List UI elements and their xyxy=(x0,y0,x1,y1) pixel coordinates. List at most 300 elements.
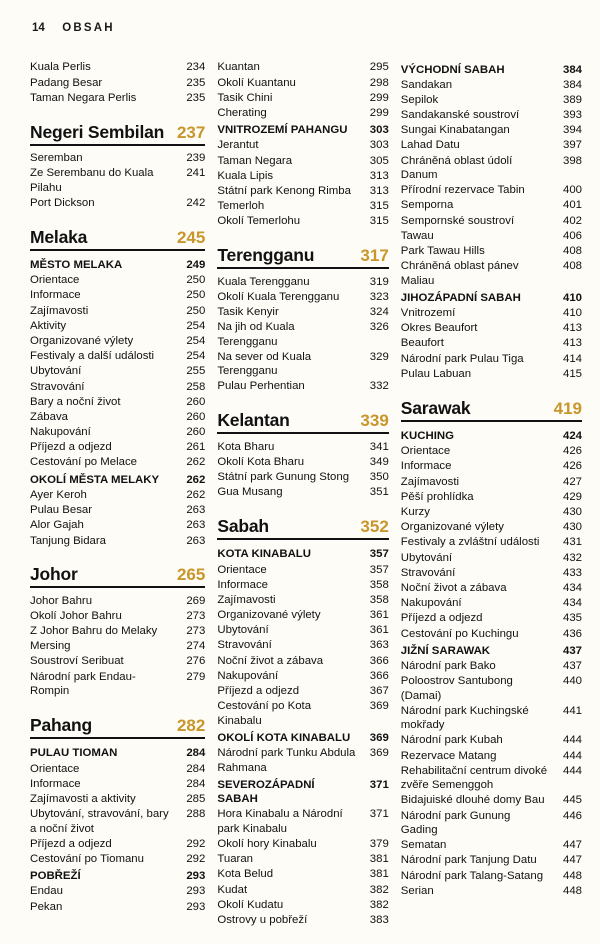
toc-entry-label: Beaufort xyxy=(400,337,444,350)
toc-entry-label: Sepilok xyxy=(400,93,439,106)
toc-entry-row[interactable] xyxy=(401,244,582,259)
toc-entry-page: 426 xyxy=(562,460,582,473)
toc-entry-label: Pěší prohlídka xyxy=(400,490,474,503)
chapter-heading[interactable] xyxy=(401,398,582,422)
toc-entry-page: 369 xyxy=(369,747,389,760)
toc-entry-page: 262 xyxy=(186,473,206,486)
toc-entry-row[interactable] xyxy=(30,518,205,533)
toc-entry-label: Johor Bahru xyxy=(30,594,93,607)
toc-entry-row[interactable] xyxy=(217,454,388,469)
toc-entry-row[interactable] xyxy=(217,439,388,454)
toc-entry-row[interactable] xyxy=(217,746,388,776)
toc-entry-label: Cherating xyxy=(217,106,267,119)
toc-entry-page: 363 xyxy=(369,639,389,652)
chapter-heading[interactable] xyxy=(217,245,388,269)
toc-entry-row[interactable] xyxy=(401,868,582,883)
toc-section-row[interactable] xyxy=(217,545,388,562)
toc-entry-label: KUCHING xyxy=(400,430,454,443)
toc-entry-page: 319 xyxy=(369,275,389,288)
toc-entry-row[interactable] xyxy=(30,410,205,425)
toc-entry-row[interactable] xyxy=(217,485,388,500)
toc-entry-row[interactable] xyxy=(217,90,388,105)
toc-entry-row[interactable] xyxy=(30,503,205,518)
toc-entry-page: 350 xyxy=(369,470,389,483)
toc-entry-label: VÝCHODNÍ SABAH xyxy=(400,63,505,76)
toc-entry-label: Noční život a zábava xyxy=(217,654,324,667)
toc-entry-row[interactable] xyxy=(401,321,582,336)
toc-entry-page: 447 xyxy=(562,839,582,852)
toc-entry-row[interactable] xyxy=(30,654,205,669)
toc-entry-label: Nakupování xyxy=(30,426,91,439)
toc-entry-label: Poloostrov Santubong (Damai) xyxy=(400,675,513,702)
toc-entry-label: Taman Negara xyxy=(217,154,293,167)
toc-entry-row[interactable] xyxy=(30,836,205,851)
toc-entry-label: Národní park Kuchingské mokřady xyxy=(400,704,529,732)
toc-entry-row[interactable] xyxy=(30,195,205,210)
toc-entry-page: 371 xyxy=(369,778,389,791)
toc-entry-page: 254 xyxy=(186,319,206,332)
toc-entry-row[interactable] xyxy=(217,897,388,912)
toc-section-row[interactable] xyxy=(217,728,388,745)
toc-entry-page: 429 xyxy=(562,490,582,503)
toc-entry-row[interactable] xyxy=(30,440,205,455)
toc-entry-row[interactable] xyxy=(217,184,388,199)
toc-entry-page: 324 xyxy=(369,305,389,318)
toc-entry-page: 444 xyxy=(562,764,582,777)
toc-entry-row[interactable] xyxy=(401,535,582,550)
toc-entry-row[interactable] xyxy=(30,761,205,776)
toc-entry-row[interactable] xyxy=(30,75,205,90)
toc-entry-row[interactable] xyxy=(401,489,582,504)
toc-entry-label: Zábava xyxy=(30,410,68,423)
toc-entry-page: 389 xyxy=(562,93,582,106)
toc-entry-row[interactable] xyxy=(217,913,388,928)
toc-entry-label: Semporna xyxy=(400,199,454,212)
toc-columns xyxy=(30,60,582,928)
toc-entry-label: Zajímavosti xyxy=(30,304,89,317)
toc-entry-label: Bary a noční život xyxy=(30,395,121,408)
page-title: OBSAH xyxy=(62,22,115,34)
toc-entry-label: Cestování po Melace xyxy=(30,456,138,469)
toc-entry-page: 315 xyxy=(369,200,389,213)
toc-entry-row[interactable] xyxy=(217,379,388,394)
toc-entry-row[interactable] xyxy=(217,684,388,699)
toc-entry-row[interactable] xyxy=(401,366,582,381)
toc-entry-page: 398 xyxy=(562,154,582,167)
toc-entry-page: 410 xyxy=(562,307,582,320)
toc-entry-page: 341 xyxy=(369,440,389,453)
chapter-title: Sarawak xyxy=(400,397,471,418)
toc-entry-row[interactable] xyxy=(30,624,205,639)
toc-entry-label: Okolí Kota Bharu xyxy=(217,455,305,468)
toc-entry-row[interactable] xyxy=(30,318,205,333)
toc-entry-page: 369 xyxy=(369,731,389,744)
toc-entry-page: 285 xyxy=(186,792,206,805)
toc-entry-row[interactable] xyxy=(401,626,582,641)
toc-entry-page: 434 xyxy=(562,581,582,594)
toc-entry-row[interactable] xyxy=(217,608,388,623)
chapter-title: Melaka xyxy=(30,226,88,247)
toc-entry-row[interactable] xyxy=(401,198,582,213)
toc-entry-label: Chráněná oblast pánev Maliau xyxy=(400,260,519,287)
toc-entry-row[interactable] xyxy=(217,562,388,577)
toc-entry-row[interactable] xyxy=(401,123,582,138)
toc-entry-page: 401 xyxy=(562,199,582,212)
toc-entry-label: Nakupování xyxy=(217,669,279,682)
toc-entry-label: Stravování xyxy=(400,566,456,579)
toc-entry-label: Ayer Keroh xyxy=(30,488,87,501)
toc-section-row[interactable] xyxy=(30,470,205,487)
toc-entry-row[interactable] xyxy=(401,733,582,748)
toc-entry-row[interactable] xyxy=(401,336,582,351)
toc-entry-page: 379 xyxy=(369,838,389,851)
toc-entry-row[interactable] xyxy=(30,669,205,699)
toc-entry-row[interactable] xyxy=(30,60,205,75)
toc-entry-page: 261 xyxy=(186,441,206,454)
toc-entry-row[interactable] xyxy=(30,288,205,303)
toc-entry-row[interactable] xyxy=(30,609,205,624)
toc-entry-row[interactable] xyxy=(401,659,582,674)
toc-entry-page: 430 xyxy=(562,506,582,519)
toc-entry-row[interactable] xyxy=(217,214,388,229)
toc-entry-row[interactable] xyxy=(217,807,388,837)
toc-entry-label: Ostrovy u pobřeží xyxy=(217,913,308,926)
toc-entry-row[interactable] xyxy=(401,306,582,321)
toc-entry-row[interactable] xyxy=(30,488,205,503)
toc-entry-row[interactable] xyxy=(30,364,205,379)
toc-entry-page: 437 xyxy=(562,644,582,657)
toc-entry-label: Sungai Kinabatangan xyxy=(400,124,510,137)
toc-entry-label: Informace xyxy=(30,777,81,790)
toc-section-row[interactable] xyxy=(401,427,582,444)
toc-entry-label: Národní park Tunku Abdula Rahmana xyxy=(217,747,356,774)
toc-section-row[interactable] xyxy=(401,60,582,77)
toc-entry-row[interactable] xyxy=(30,166,205,196)
toc-entry-row[interactable] xyxy=(401,808,582,838)
toc-entry-row[interactable] xyxy=(30,776,205,791)
toc-entry-row[interactable] xyxy=(217,60,388,75)
toc-entry-page: 383 xyxy=(369,913,389,926)
toc-entry-row[interactable] xyxy=(217,168,388,183)
toc-entry-label: Okolí Kuala Terengganu xyxy=(217,290,340,303)
toc-entry-label: Přírodní rezervace Tabin xyxy=(400,184,525,197)
chapter-page-number: 419 xyxy=(553,398,582,418)
toc-entry-label: Hora Kinabalu a Národní park Kinabalu xyxy=(217,808,343,835)
toc-entry-row[interactable] xyxy=(401,259,582,289)
toc-entry-label: Festivaly a další události xyxy=(30,350,155,363)
toc-entry-label: Aktivity xyxy=(30,319,67,332)
toc-entry-page: 441 xyxy=(562,704,582,717)
toc-entry-page: 273 xyxy=(186,625,206,638)
toc-entry-row[interactable] xyxy=(217,106,388,121)
toc-entry-label: Festivaly a zvláštní události xyxy=(400,536,540,549)
toc-entry-page: 250 xyxy=(186,289,206,302)
toc-entry-row[interactable] xyxy=(30,851,205,866)
toc-entry-label: Příjezd a odjezd xyxy=(30,837,112,850)
toc-entry-row[interactable] xyxy=(217,623,388,638)
toc-entry-label: POBŘEŽÍ xyxy=(30,870,81,883)
toc-entry-label: Okres Beaufort xyxy=(400,322,478,335)
toc-entry-page: 358 xyxy=(369,578,389,591)
toc-entry-page: 234 xyxy=(186,61,206,74)
toc-entry-row[interactable] xyxy=(30,807,205,837)
toc-entry-row[interactable] xyxy=(30,639,205,654)
toc-entry-page: 408 xyxy=(562,260,582,273)
chapter-title: Sabah xyxy=(217,515,269,536)
toc-entry-row[interactable] xyxy=(30,792,205,807)
toc-entry-row[interactable] xyxy=(401,108,582,123)
toc-entry-row[interactable] xyxy=(217,852,388,867)
toc-entry-row[interactable] xyxy=(217,577,388,592)
toc-entry-page: 303 xyxy=(369,124,389,137)
toc-entry-label: OKOLÍ MĚSTA MELAKY xyxy=(30,473,160,486)
toc-entry-row[interactable] xyxy=(217,469,388,484)
toc-entry-page: 298 xyxy=(369,76,389,89)
toc-entry-label: Státní park Kenong Rimba xyxy=(217,185,351,197)
toc-entry-row[interactable] xyxy=(401,444,582,459)
toc-entry-page: 357 xyxy=(369,563,389,576)
toc-entry-page: 351 xyxy=(369,486,389,499)
toc-entry-page: 413 xyxy=(562,322,582,335)
page-header xyxy=(30,22,582,34)
toc-section-row[interactable] xyxy=(401,288,582,305)
toc-entry-group xyxy=(401,427,582,899)
toc-entry-row[interactable] xyxy=(217,199,388,214)
toc-entry-page: 254 xyxy=(186,334,206,347)
toc-entry-page: 292 xyxy=(186,852,206,865)
toc-entry-page: 235 xyxy=(186,91,206,104)
toc-entry-row[interactable] xyxy=(217,668,388,683)
toc-entry-row[interactable] xyxy=(401,763,582,793)
toc-entry-page: 323 xyxy=(369,290,389,303)
toc-entry-row[interactable] xyxy=(401,883,582,898)
toc-entry-row[interactable] xyxy=(401,838,582,853)
toc-entry-page: 440 xyxy=(562,675,582,688)
toc-entry-label: Rehabilitační centrum divoké zvěře Semenggoh xyxy=(400,764,548,792)
chapter-heading[interactable] xyxy=(217,516,388,540)
toc-entry-row[interactable] xyxy=(401,213,582,228)
toc-entry-page: 426 xyxy=(562,445,582,458)
chapter-page-number: 265 xyxy=(176,565,206,585)
toc-entry-label: Okolí Kudatu xyxy=(217,898,284,911)
toc-entry-label: Zajímavosti xyxy=(400,475,460,488)
toc-entry-page: 250 xyxy=(186,274,206,287)
toc-entry-row[interactable] xyxy=(217,837,388,852)
toc-entry-row[interactable] xyxy=(401,748,582,763)
toc-entry-row[interactable] xyxy=(401,92,582,107)
toc-entry-label: Kota Belud xyxy=(217,868,274,881)
toc-entry-label: Pulau Labuan xyxy=(400,367,472,380)
toc-entry-label: JIŽNÍ SARAWAK xyxy=(400,644,491,657)
toc-entry-row[interactable] xyxy=(401,550,582,565)
toc-entry-row[interactable] xyxy=(217,699,388,729)
toc-entry-label: Informace xyxy=(217,578,268,591)
toc-entry-label: Ubytování xyxy=(400,551,453,564)
toc-entry-row[interactable] xyxy=(30,455,205,470)
toc-entry-label: Tuaran xyxy=(217,853,254,866)
toc-entry-label: Jerantut xyxy=(217,139,259,152)
toc-entry-page: 384 xyxy=(562,78,582,91)
toc-section-row[interactable] xyxy=(30,744,205,761)
toc-entry-page: 445 xyxy=(562,794,582,807)
toc-entry-label: Orientace xyxy=(30,274,80,287)
toc-entry-page: 410 xyxy=(562,291,582,304)
toc-entry-label: Soustroví Seribuat xyxy=(30,655,124,668)
toc-entry-row[interactable] xyxy=(401,596,582,611)
chapter-page-number: 352 xyxy=(360,516,389,536)
toc-entry-page: 397 xyxy=(562,139,582,152)
toc-section-row[interactable] xyxy=(217,121,388,138)
toc-entry-label: Okolí hory Kinabalu xyxy=(217,838,317,851)
chapter-heading[interactable] xyxy=(30,715,205,739)
toc-entry-row[interactable] xyxy=(401,581,582,596)
toc-entry-page: 424 xyxy=(562,430,582,443)
toc-entry-row[interactable] xyxy=(401,505,582,520)
toc-entry-row[interactable] xyxy=(217,882,388,897)
toc-entry-row[interactable] xyxy=(30,151,205,166)
toc-entry-label: Sandakan xyxy=(400,78,453,91)
toc-entry-label: Port Dickson xyxy=(30,196,95,209)
chapter-page-number: 317 xyxy=(360,246,389,266)
toc-section-row[interactable] xyxy=(217,775,388,807)
toc-entry-label: Serian xyxy=(400,884,434,897)
toc-entry-page: 349 xyxy=(369,455,389,468)
toc-entry-page: 255 xyxy=(186,365,206,378)
toc-entry-group xyxy=(30,60,205,106)
toc-entry-label: Na jih od Kuala Terengganu xyxy=(217,321,295,348)
chapter-title: Pahang xyxy=(30,714,93,735)
toc-entry-page: 305 xyxy=(369,154,389,167)
toc-entry-row[interactable] xyxy=(30,90,205,105)
toc-entry-row[interactable] xyxy=(217,867,388,882)
toc-entry-row[interactable] xyxy=(401,520,582,535)
toc-entry-label: Zajímavosti xyxy=(217,593,276,606)
toc-section-row[interactable] xyxy=(30,256,205,273)
toc-entry-row[interactable] xyxy=(217,349,388,379)
chapter-heading[interactable] xyxy=(30,227,205,251)
toc-entry-page: 400 xyxy=(562,184,582,197)
toc-entry-label: Státní park Gunung Stong xyxy=(217,470,350,483)
toc-entry-label: Okolí Johor Bahru xyxy=(30,609,122,622)
toc-entry-row[interactable] xyxy=(30,334,205,349)
toc-entry-row[interactable] xyxy=(30,899,205,914)
toc-section-row[interactable] xyxy=(401,641,582,658)
toc-entry-page: 332 xyxy=(369,380,389,393)
toc-entry-row[interactable] xyxy=(217,289,388,304)
toc-section-row[interactable] xyxy=(30,867,205,884)
toc-entry-row[interactable] xyxy=(217,75,388,90)
toc-entry-label: Pulau Besar xyxy=(30,504,93,517)
toc-entry-label: JIHOZÁPADNÍ SABAH xyxy=(400,291,521,304)
toc-entry-label: Padang Besar xyxy=(30,76,103,89)
toc-entry-row[interactable] xyxy=(217,305,388,320)
toc-entry-page: 402 xyxy=(562,214,582,227)
toc-entry-row[interactable] xyxy=(217,320,388,350)
toc-entry-label: Cestování po Tiomanu xyxy=(30,852,144,865)
toc-entry-row[interactable] xyxy=(401,793,582,808)
toc-entry-row[interactable] xyxy=(30,884,205,899)
toc-entry-row[interactable] xyxy=(30,394,205,409)
chapter-title: Kelantan xyxy=(217,410,290,431)
toc-entry-page: 432 xyxy=(562,551,582,564)
toc-entry-page: 313 xyxy=(369,185,389,197)
toc-entry-page: 366 xyxy=(369,654,389,667)
toc-column-2 xyxy=(217,60,388,928)
toc-entry-row[interactable] xyxy=(401,153,582,183)
chapter-heading[interactable] xyxy=(30,564,205,588)
toc-entry-row[interactable] xyxy=(401,474,582,489)
toc-entry-label: Na sever od Kuala Terengganu xyxy=(217,350,312,378)
toc-entry-page: 242 xyxy=(186,196,206,209)
toc-entry-row[interactable] xyxy=(217,653,388,668)
toc-entry-page: 269 xyxy=(186,594,206,607)
toc-entry-label: Rezervace Matang xyxy=(400,749,497,762)
toc-entry-group xyxy=(30,256,205,549)
toc-entry-page: 315 xyxy=(369,215,389,228)
toc-entry-label: Bidajuiské dlouhé domy Bau xyxy=(400,794,545,807)
toc-entry-group xyxy=(217,60,388,229)
toc-entry-row[interactable] xyxy=(30,533,205,548)
toc-entry-row[interactable] xyxy=(217,153,388,168)
toc-entry-label: Nakupování xyxy=(400,597,462,610)
toc-entry-label: Národní park Talang-Satang xyxy=(400,869,544,882)
toc-entry-label: Kuala Terengganu xyxy=(217,275,310,288)
toc-entry-page: 284 xyxy=(186,762,206,775)
toc-entry-page: 444 xyxy=(562,734,582,747)
toc-entry-label: Příjezd a odjezd xyxy=(217,685,300,698)
toc-entry-row[interactable] xyxy=(217,593,388,608)
toc-entry-page: 382 xyxy=(369,883,389,896)
toc-entry-label: Z Johor Bahru do Melaky xyxy=(30,625,158,638)
toc-entry-row[interactable] xyxy=(30,593,205,608)
toc-entry-row[interactable] xyxy=(30,349,205,364)
toc-entry-row[interactable] xyxy=(217,274,388,289)
toc-entry-row[interactable] xyxy=(401,674,582,704)
toc-entry-row[interactable] xyxy=(401,228,582,243)
toc-entry-page: 292 xyxy=(186,837,206,850)
toc-entry-row[interactable] xyxy=(401,703,582,733)
toc-entry-row[interactable] xyxy=(217,638,388,653)
toc-entry-row[interactable] xyxy=(401,853,582,868)
toc-entry-label: Kuantan xyxy=(217,61,260,74)
toc-entry-label: Okolí Kuantanu xyxy=(217,76,296,89)
chapter-heading[interactable] xyxy=(30,122,205,146)
chapter-heading[interactable] xyxy=(217,410,388,434)
toc-entry-row[interactable] xyxy=(401,565,582,580)
toc-entry-row[interactable] xyxy=(401,459,582,474)
toc-entry-row[interactable] xyxy=(30,379,205,394)
toc-entry-label: Národní park Bako xyxy=(400,660,496,673)
toc-entry-row[interactable] xyxy=(30,425,205,440)
toc-entry-row[interactable] xyxy=(30,273,205,288)
toc-entry-label: Příjezd a odjezd xyxy=(400,612,483,625)
toc-entry-row[interactable] xyxy=(401,183,582,198)
toc-entry-page: 381 xyxy=(369,853,389,866)
toc-entry-label: Cestování po Kota Kinabalu xyxy=(217,700,312,727)
toc-entry-label: Noční život a zábava xyxy=(400,581,507,594)
toc-entry-row[interactable] xyxy=(401,77,582,92)
toc-entry-row[interactable] xyxy=(401,611,582,626)
toc-entry-page: 273 xyxy=(186,609,206,622)
toc-entry-row[interactable] xyxy=(401,138,582,153)
toc-entry-page: 446 xyxy=(562,809,582,822)
toc-entry-label: Stravování xyxy=(30,380,85,393)
toc-entry-row[interactable] xyxy=(30,303,205,318)
toc-entry-row[interactable] xyxy=(401,351,582,366)
toc-entry-page: 447 xyxy=(562,854,582,867)
toc-entry-label: Mersing xyxy=(30,640,71,653)
toc-entry-row[interactable] xyxy=(217,138,388,153)
